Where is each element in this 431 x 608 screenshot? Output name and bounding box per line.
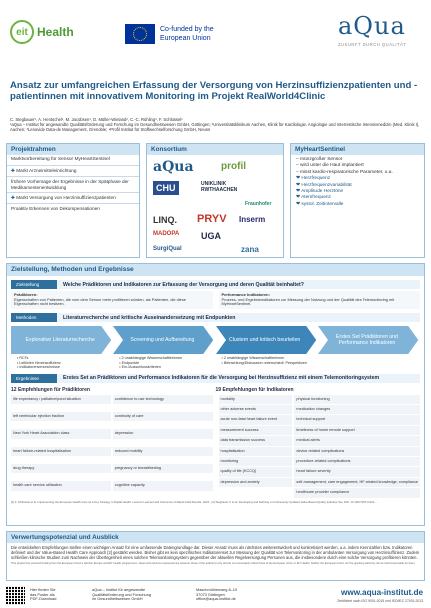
sensor-feature-item: ❤ Herzfrequenzvariabilität bbox=[296, 182, 352, 188]
partner-logo-chu: CHU bbox=[153, 181, 179, 195]
method-detail-item: • RCTs bbox=[17, 356, 29, 361]
indikator-cell: data transmission success bbox=[219, 436, 293, 445]
definition-row bbox=[11, 291, 420, 309]
eu-line-2: European Union bbox=[160, 35, 211, 42]
partner-logo-pryv: PRYV bbox=[197, 213, 227, 225]
method-step-arrow bbox=[216, 326, 316, 354]
projektrahmen-item-text: Markt Arzneimitteleinrichtung bbox=[16, 168, 77, 173]
partner-logo-madopa: MADOPA bbox=[153, 231, 180, 237]
sensor-feature-item: – münzgroßer Sensor bbox=[296, 157, 343, 162]
zielstellung-tag: Zielstellung bbox=[11, 280, 57, 289]
org-address bbox=[92, 588, 151, 602]
projektrahmen-item-text: Proaktiv Erkennen von Dekompensationen bbox=[11, 206, 100, 212]
funding-disclaimer: This project has received funding from the European Union's Horizon Europe and EIT Health programmes. Views and opinions expressed are however those of the author(s) only and do not necessarily reflect those of the European Union or EIT Health. Neither the European Union nor the granting authority can be held responsible for them. bbox=[11, 562, 416, 565]
method-step-label: Screening und Aufbereitung bbox=[130, 337, 195, 343]
indikator-cell bbox=[219, 488, 293, 497]
indikator-cell: mortality bbox=[219, 395, 293, 404]
sensor-feature-item: ❤ Atemfrequenz bbox=[296, 195, 331, 201]
konsortium-panel bbox=[146, 143, 284, 258]
sensor-feature-item: – misst kardio-respiratorische Parameter, u.a. bbox=[296, 169, 393, 175]
projektrahmen-intro: Marktvorbereitung für Sensor MyHeartSentinel bbox=[11, 157, 110, 162]
myheartsentinel-panel bbox=[290, 143, 425, 258]
indikator-cell: other adverse events bbox=[219, 405, 293, 414]
praediktoren-def-title: Prädiktoren: bbox=[14, 292, 38, 297]
eit-health-logo bbox=[10, 20, 74, 44]
ergebnisse-text: Erstes Set an Prädiktoren und Performance Indikatoren für die Versorgung bei Herzinsuffizienz mit einem Telemonitoringsystem bbox=[63, 375, 380, 382]
indikator-cell: medical alerts bbox=[294, 436, 420, 445]
org-line: Qualitätsförderung und Forschung bbox=[92, 591, 152, 597]
poster-title: Ansatz zur umfangreichen Erfassung der Versorgung von Herzinsuffizienzpatienten und -patientinnen mit innovativem Monitoring im Projekt RealWorld4Clinic bbox=[10, 80, 418, 103]
methoden-strip bbox=[11, 313, 420, 322]
projektrahmen-item bbox=[7, 192, 139, 203]
check-icon: ✚ bbox=[11, 195, 15, 201]
indikator-cell: device-related complications bbox=[294, 447, 420, 456]
indikator-cell: heart failure severity bbox=[294, 467, 420, 476]
author-names: C. Stegbauer¹, A. Hentschel¹, M. Jacobsen¹, D. Müller-Wieland², C.-C. Rühling³, F. Schlüssel¹ bbox=[10, 117, 183, 122]
indikatoren-list-title: 19 Empfehlungen für Indikatoren bbox=[215, 386, 294, 393]
qr-label-line: das Poster als bbox=[30, 591, 55, 597]
sensor-feature-item: – wird unter die Haut implantiert bbox=[296, 163, 364, 169]
method-step-detail bbox=[318, 356, 420, 370]
methoden-text: Literaturrecherche und kritische Auseinandersetzung mit Endpunkten bbox=[63, 314, 236, 321]
aqua-tagline: ZUKUNFT DURCH QUALITÄT bbox=[338, 42, 407, 47]
praediktor-cell: New York Heart Association class bbox=[11, 429, 111, 438]
method-detail-item: • Indikatorenverzeichnisse bbox=[17, 365, 60, 370]
praediktor-cell: left ventricular ejection fraction bbox=[11, 412, 111, 421]
praediktor-cell: continuity of care bbox=[113, 412, 213, 421]
zielstellung-strip bbox=[11, 280, 420, 289]
indikator-cell: depression and anxiety bbox=[219, 478, 293, 487]
praediktor-cell: life expectancy / palliative/pond situation bbox=[11, 395, 111, 404]
projektrahmen-item-text: frühere Vorhersage der Ergebnisse in der Spätphase der Medikamentenentwicklung bbox=[11, 178, 129, 190]
ergebnisse-tag: Ergebnisse bbox=[11, 374, 57, 383]
indikator-cell: hospitalisation bbox=[219, 447, 293, 456]
addr-line: Maschmühlenweg 8–10 bbox=[196, 587, 238, 592]
affiliations: ¹aQua – Institut für angewandte Qualitätsförderung und Forschung im Gesundheitswesen GmbH, Göttingen; ²Universitätsklinikum Aachen, Klinik für Kardiologie, Angiologie und Internistische Intensivmedizin (Med. Klinik I), Aachen; ³Lenovide Data-de Management, Grenoble; ⁴Profil Institut für Stoffwechselforschung GmbH, Neuss bbox=[10, 122, 420, 132]
certification-text: Zertifiziert nach ISO 9001:2015 und ISO/IEC 27001:2013 bbox=[337, 599, 423, 603]
myheartsentinel-header: MyHeartSentinel bbox=[291, 144, 424, 155]
sensor-feature-list bbox=[291, 155, 424, 210]
indikatoren-grid bbox=[219, 395, 421, 498]
method-detail-item: • Ein-/Ausschlusskriterien bbox=[119, 365, 161, 370]
verwertung-header: Verwertungspotenzial und Ausblick bbox=[7, 532, 424, 543]
verwertung-text: Die entwickelten Empfehlungen stellen einen wichtigen Ansatz für eine umfassende Datengrundlage dar. Dieser Ansatz muss als nächstes weiterentwickelt und konkretisiert werden, u.a. indem Kennzahlen bzw. Indikatoren definiert und der Value-Based Health Care Approach [2] gestärkt werden. Bisher gibt es kein spezifisches Indikatorenset zur Messung der Qualität von Telemonitoring in der ambulanten Versorgung von Herzinsuffizienz. Zudem schließen klinische Studien zum Nachweis der Überlegenheit eines solchen Telemonitoringsystem gegenüber der aktuellen Regelversorgung Personen aus, die insbesondere durch eine solche Versorgung profitieren könnten. bbox=[11, 545, 420, 560]
praediktor-cell: health care service utilisation bbox=[11, 481, 111, 490]
method-step-label: Explorative Literaturrecherche bbox=[25, 337, 95, 343]
indikator-cell: physical functioning bbox=[294, 395, 420, 404]
indikatoren-def-title: Performance Indikatoren: bbox=[221, 292, 270, 297]
indikatoren-definition bbox=[219, 291, 421, 309]
praediktor-cell: confidence to use technology bbox=[113, 395, 213, 404]
partner-logo-inserm: Inserm bbox=[239, 215, 266, 224]
postal-address bbox=[196, 588, 237, 602]
zielstellung-question: Welche Prädiktoren und Indikatoren zur Erfassung der Versorgung und deren Qualität beinhaltet? bbox=[63, 281, 304, 288]
projektrahmen-header: Projektrahmen bbox=[7, 144, 139, 155]
org-line: aQua – Institut für angewandte bbox=[92, 587, 146, 592]
eit-health-text: Health bbox=[37, 25, 74, 39]
verwertung-panel bbox=[6, 531, 425, 581]
method-detail-item: • Leitlinien Herzinsuffizienz bbox=[17, 360, 61, 365]
indikator-cell: procedure-related complications bbox=[294, 457, 420, 466]
indikator-cell: acute non-fatal heart failure event bbox=[219, 415, 293, 424]
partner-logo-profil: profil bbox=[221, 161, 246, 172]
method-steps bbox=[11, 326, 420, 354]
section-header: Zielstellung, Methoden und Ergebnisse bbox=[7, 264, 424, 276]
projektrahmen-item bbox=[7, 176, 139, 193]
email-link[interactable]: office@aqua-institut.de bbox=[196, 596, 236, 602]
method-step-label: Erstes Set Prädiktoren und Performance Indikatoren bbox=[335, 333, 398, 347]
method-detail-item: • 2 unabhängige Wissenschaftlerinnen bbox=[119, 356, 183, 361]
praediktoren-list-title: 12 Empfehlungen für Prädiktoren bbox=[11, 386, 90, 393]
indikator-cell: monitoring bbox=[219, 457, 293, 466]
indikator-cell: technical support bbox=[294, 415, 420, 424]
praediktor-cell: cognitive capacity bbox=[113, 481, 213, 490]
poster-header bbox=[0, 0, 431, 64]
eu-flag-icon bbox=[125, 24, 155, 44]
methoden-tag: Methoden bbox=[11, 313, 57, 322]
partner-logo-fraunhofer: Fraunhofer bbox=[245, 201, 272, 207]
method-step-arrow bbox=[113, 326, 213, 354]
method-step-detail bbox=[11, 356, 113, 370]
indikatoren-def-text: Prozess- und Ergebnisindikatoren zur Messung der Nutzung und der Qualität des Telemonitoring mit MyHeartSentinel. bbox=[221, 296, 395, 307]
results-titles bbox=[11, 387, 420, 393]
partner-logos bbox=[147, 155, 283, 257]
aqua-logo: aQua bbox=[338, 12, 406, 40]
partner-logo-surgiqual: SurgiQual bbox=[153, 246, 182, 252]
eu-funding-text bbox=[160, 25, 214, 43]
indikator-cell: measurement success bbox=[219, 426, 293, 435]
praediktoren-def-text: Eigenschaften von Patienten, die vom dem Sensor mehr profitieren würden, als Patienten, die diese Eigenschaften nicht besitzen. bbox=[14, 296, 186, 307]
references: [1] F. Schlüssel et al. Implementing the European Health Care as a Key Strategy in Digital Health: Lessons Learned and Outcomes of Rapid Initial Results. 2023 · [2] Stegbauer C et al. Developing and Defining a Continuously Updated Value-Based Quality Indicator Set, DOI: 10.1007/978-3-031-... bbox=[11, 499, 378, 504]
authors-block bbox=[10, 117, 420, 132]
sensor-feature-item: ❤ systol. Zeitintervalle bbox=[296, 201, 344, 207]
eu-line-1: Co-funded by the bbox=[160, 26, 214, 33]
partner-logo-zana: zana bbox=[241, 245, 259, 254]
zielstellung-section bbox=[6, 263, 425, 526]
check-icon: ✚ bbox=[11, 168, 15, 173]
poster-footer bbox=[0, 584, 431, 608]
praediktor-cell: drug therapy bbox=[11, 464, 111, 473]
partner-logo-uga: UGA bbox=[201, 231, 221, 241]
konsortium-header: Konsortium bbox=[147, 144, 283, 155]
method-step-details bbox=[11, 356, 420, 370]
praediktoren-grid bbox=[11, 395, 213, 498]
ergebnisse-strip bbox=[11, 374, 420, 383]
sensor-feature-item: ❤ Amplitude Herztöne bbox=[296, 189, 344, 195]
praediktor-cell: heart failure-related hospitalisation bbox=[11, 447, 111, 456]
method-step-detail bbox=[113, 356, 215, 370]
indikator-cell: self-management, care engagement, HF-related knowledge, compliance bbox=[294, 478, 420, 487]
method-detail-item: • Betrachtung/Diskussion unterschiedl. Perspektiven bbox=[221, 360, 307, 365]
projektrahmen-item-text: Markt Versorgung von Herzinsuffizienzpatienten bbox=[16, 195, 116, 201]
qr-label-line: PDF-Download bbox=[30, 596, 57, 602]
indikator-cell: healthcare provider compliance bbox=[294, 488, 420, 497]
indikator-cell: medication changes bbox=[294, 405, 420, 414]
sensor-feature-item: ❤ Herzfrequenz bbox=[296, 176, 331, 182]
projektrahmen-item bbox=[7, 203, 139, 214]
method-detail-item: • 2 unabhängige Wissenschaftlerinnen bbox=[221, 356, 285, 361]
partner-logo-uniklinik: UNIKLINIK RWTHAACHEN bbox=[201, 181, 238, 193]
method-step-label: Clustern und kritisch beurteilen bbox=[229, 337, 301, 343]
praediktor-cell: depression bbox=[113, 429, 213, 438]
indikator-cell: timeliness of home remote support bbox=[294, 426, 420, 435]
method-step-arrow bbox=[11, 326, 111, 354]
method-detail-item: • Endpunkte bbox=[119, 360, 140, 365]
qr-label-line: Hier finden Sie bbox=[30, 587, 56, 592]
praediktor-cell: reduced mobility bbox=[113, 447, 213, 456]
eit-logo-mark: eit bbox=[10, 20, 34, 44]
indikator-cell: quality of life (KCCQ) bbox=[219, 467, 293, 476]
addr-line: 37073 Göttingen bbox=[196, 591, 225, 597]
results-grids bbox=[11, 395, 420, 498]
partner-logo-linq: LINQ. bbox=[153, 215, 177, 225]
method-step-detail bbox=[216, 356, 318, 370]
website-link[interactable]: www.aqua-institut.de bbox=[340, 588, 423, 597]
projektrahmen-item bbox=[7, 165, 139, 176]
projektrahmen-panel bbox=[6, 143, 140, 258]
praediktoren-definition bbox=[11, 291, 213, 309]
praediktor-cell: pregnancy or breastfeeding bbox=[113, 464, 213, 473]
qr-label bbox=[30, 588, 56, 602]
method-step-arrow bbox=[318, 326, 418, 354]
partner-logo-aqua: aQua bbox=[153, 159, 194, 175]
org-line: im Gesundheitswesen GmbH bbox=[92, 596, 143, 602]
